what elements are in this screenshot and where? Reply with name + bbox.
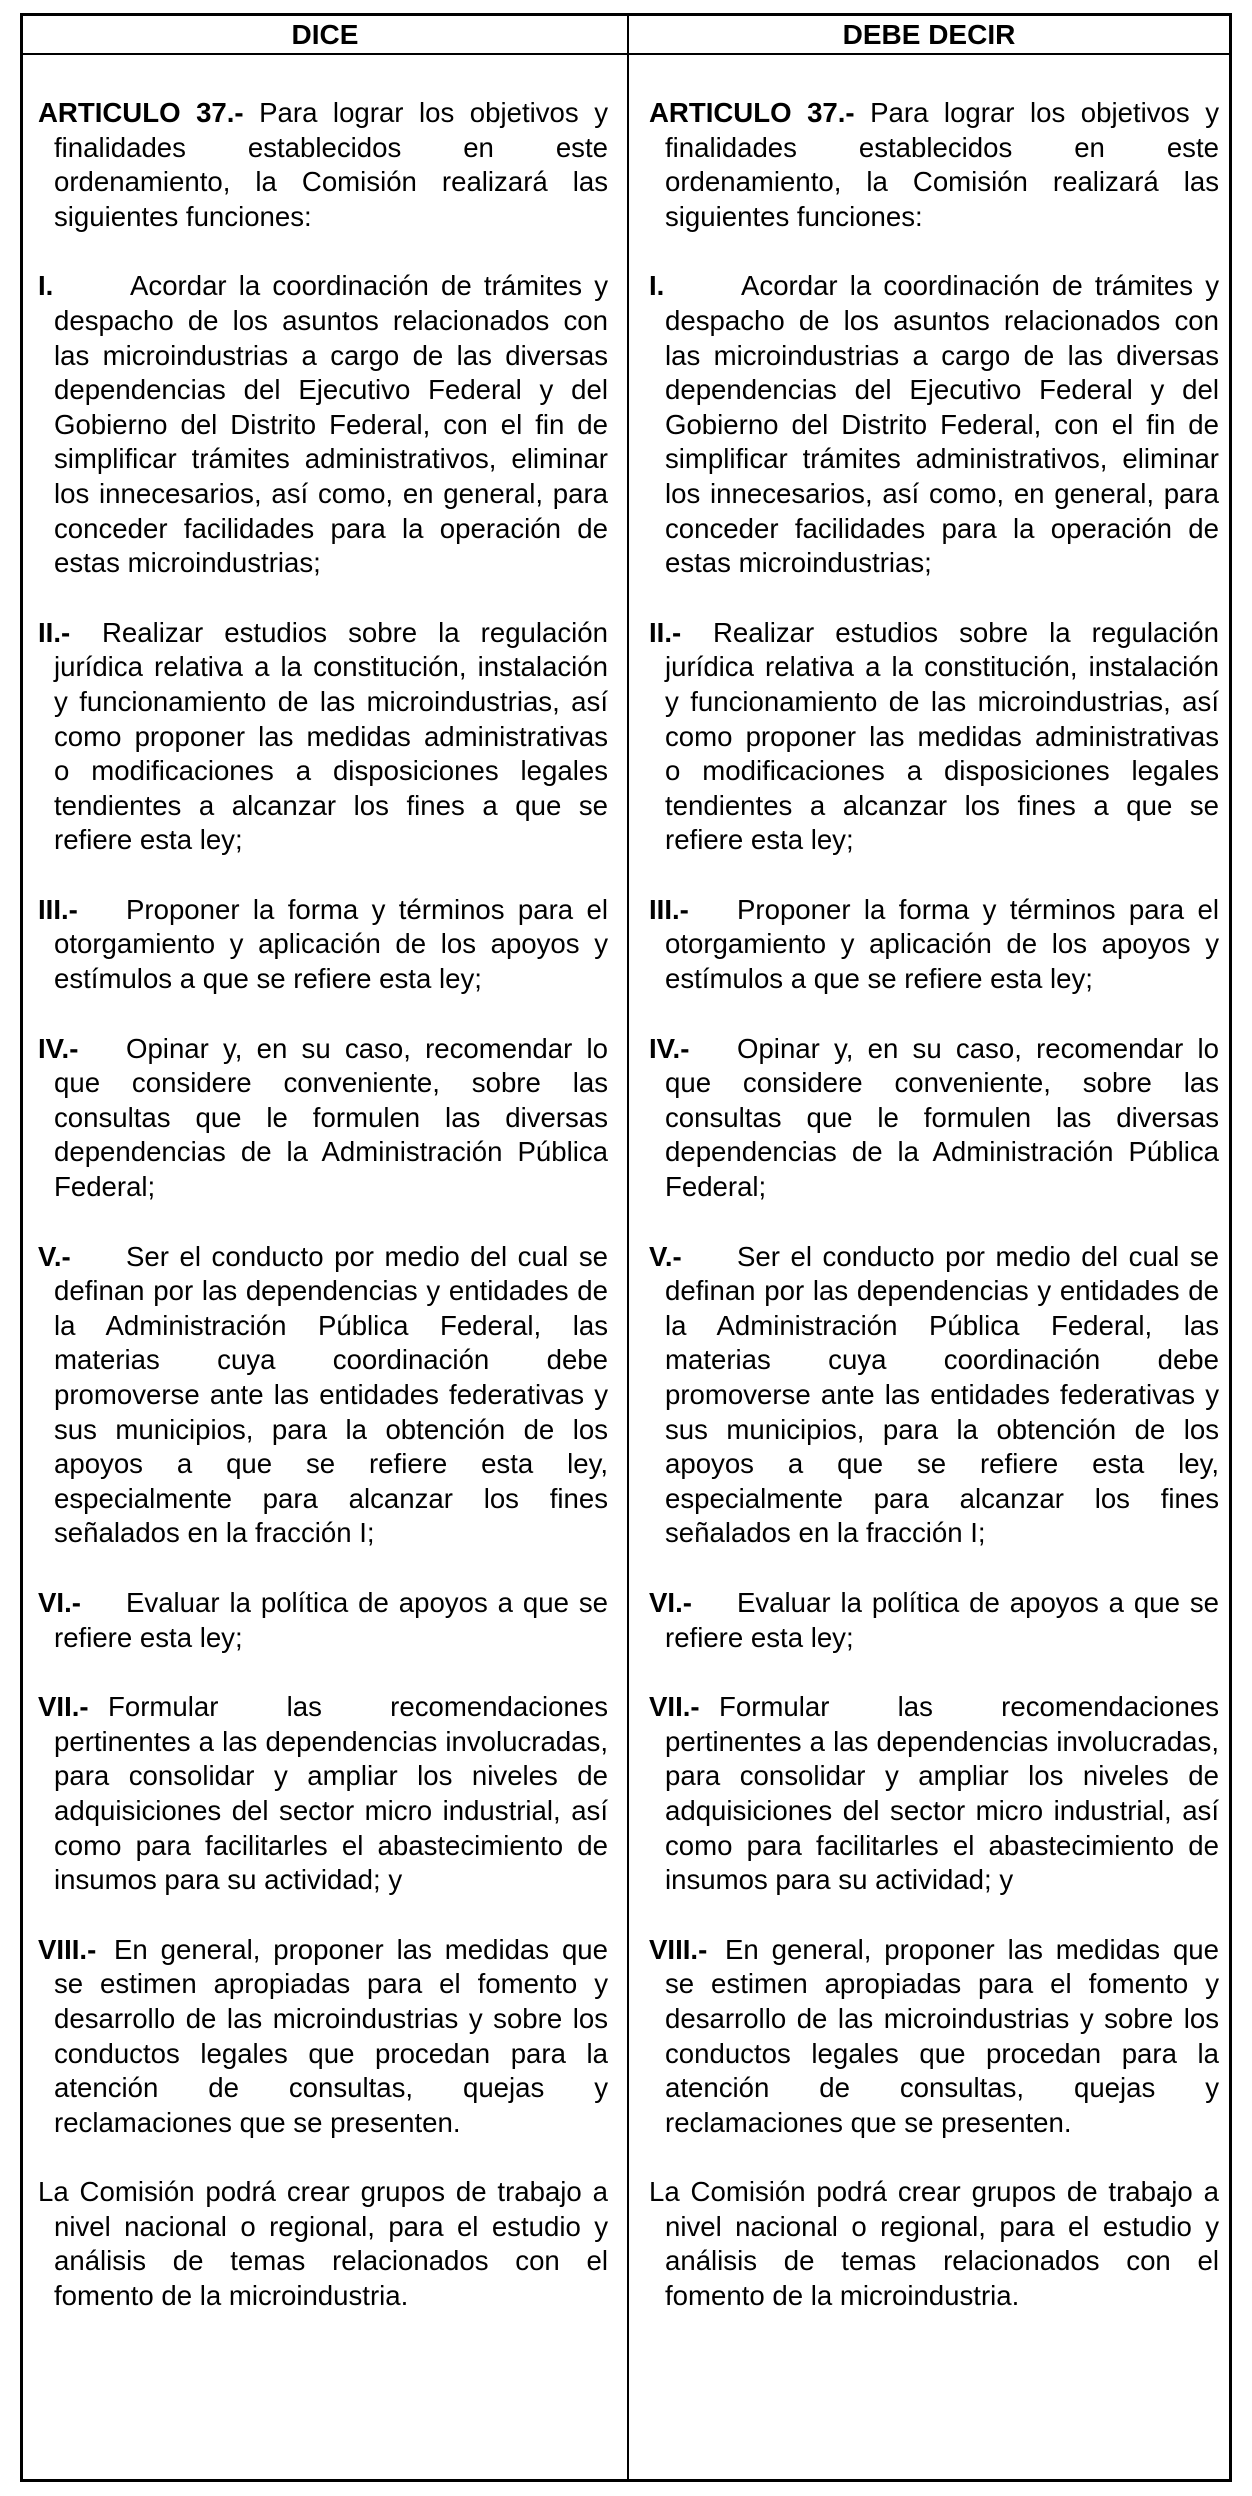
fraction-item [649,1032,1219,1205]
fraction-item [38,893,608,997]
article-label: ARTICULO 37.- [38,97,244,128]
fraction-number: II.- [38,616,71,648]
fraction-number: III.- [38,893,78,925]
fraction-item [649,1240,1219,1551]
column-dice [38,96,608,2314]
article-intro [38,96,608,234]
fraction-number: VII.- [38,1691,89,1723]
fraction-number: V.- [38,1240,71,1272]
fraction-text: En general, proponer las medidas que se estimen apropiadas para el fomento y desarrollo de las microindustrias y sobre los conductos legales que procedan para la atención de consultas, quejas y reclamaciones que se presenten. [54,1933,608,2138]
fraction-item [38,1032,608,1205]
fraction-text: Ser el conducto por medio del cual se definan por las dependencias y entidades de la Administración Pública Federal, las materias cuya coordinación debe promoverse ante las entidades federativas y sus municipios, para la obtención de los apoyos a que se refiere esta ley, especialmente para alcanzar los fines señalados en la fracción I; [54,1240,608,1549]
fraction-item [649,616,1219,858]
fraction-number: V.- [649,1240,682,1272]
fraction-item [38,616,608,858]
fraction-item [38,1240,608,1551]
fraction-number: I. [38,270,54,302]
fraction-number: VIII.- [38,1933,97,1965]
fraction-item [38,1586,608,1655]
fraction-text: Realizar estudios sobre la regulación jurídica relativa a la constitución, instalación y funcionamiento de las microindustrias, así como proponer las medidas administrativas o modificaciones a disposiciones legales tendientes a alcanzar los fines a que se refiere esta ley; [665,616,1219,856]
fraction-text: Formular las recomendaciones pertinentes a las dependencias involucradas, para consolidar y ampliar los niveles de adquisiciones del sector micro industrial, así como para facilitarles el abastecimiento de insumos para su actividad; y [665,1691,1219,1896]
fraction-number: VI.- [649,1586,692,1618]
fraction-text: En general, proponer las medidas que se estimen apropiadas para el fomento y desarrollo de las microindustrias y sobre los conductos legales que procedan para la atención de consultas, quejas y reclamaciones que se presenten. [665,1933,1219,2138]
fraction-item [649,1586,1219,1655]
fraction-item [38,1933,608,2141]
column-header-dice: DICE [291,19,359,50]
fraction-text: Proponer la forma y términos para el otorgamiento y aplicación de los apoyos y estímulos a que se refiere esta ley; [665,893,1219,995]
fraction-text: Formular las recomendaciones pertinentes a las dependencias involucradas, para consolidar y ampliar los niveles de adquisiciones del sector micro industrial, así como para facilitarles el abastecimiento de insumos para su actividad; y [54,1691,608,1896]
fraction-text: Realizar estudios sobre la regulación jurídica relativa a la constitución, instalación y funcionamiento de las microindustrias, así como proponer las medidas administrativas o modificaciones a disposiciones legales tendientes a alcanzar los fines a que se refiere esta ley; [54,616,608,856]
fraction-number: VI.- [38,1586,81,1618]
fraction-item [649,269,1219,580]
column-debe-decir [649,96,1219,2314]
fraction-text: Ser el conducto por medio del cual se definan por las dependencias y entidades de la Administración Pública Federal, las materias cuya coordinación debe promoverse ante las entidades federativas y sus municipios, para la obtención de los apoyos a que se refiere esta ley, especialmente para alcanzar los fines señalados en la fracción I; [665,1240,1219,1549]
fraction-text: Proponer la forma y términos para el otorgamiento y aplicación de los apoyos y estímulos a que se refiere esta ley; [54,893,608,995]
fraction-text: Opinar y, en su caso, recomendar lo que considere conveniente, sobre las consultas que le formulen las diversas dependencias de la Administración Pública Federal; [665,1032,1219,1203]
column-divider [627,16,629,2479]
column-header-debe-decir: DEBE DECIR [842,19,1016,50]
fraction-text: Evaluar la política de apoyos a que se refiere esta ley; [665,1586,1219,1653]
fraction-item [38,269,608,580]
fraction-text: Acordar la coordinación de trámites y despacho de los asuntos relacionados con las microindustrias a cargo de las diversas dependencias del Ejecutivo Federal y del Gobierno del Distrito Federal, con el fin de simplificar trámites administrativos, eliminar los innecesarios, así como, en general, para conceder facilidades para la operación de estas microindustrias; [54,270,608,579]
fraction-number: VII.- [649,1691,700,1723]
article-intro-text: Para lograr los objetivos y finalidades establecidos en este ordenamiento, la Comisión realizará las siguientes funciones: [665,97,1219,232]
fraction-text: Evaluar la política de apoyos a que se refiere esta ley; [54,1586,608,1653]
fraction-number: VIII.- [649,1933,708,1965]
header-divider [23,53,1229,55]
fraction-item [38,1690,608,1898]
closing-paragraph: La Comisión podrá crear grupos de trabajo a nivel nacional o regional, para el estudio y análisis de temas relacionados con el fomento de la microindustria. [38,2176,608,2312]
comparison-table [20,13,1232,2482]
fraction-number: I. [649,270,665,302]
article-intro-text: Para lograr los objetivos y finalidades establecidos en este ordenamiento, la Comisión realizará las siguientes funciones: [54,97,608,232]
fraction-number: IV.- [649,1032,690,1064]
fraction-number: II.- [649,616,682,648]
fraction-text: Opinar y, en su caso, recomendar lo que considere conveniente, sobre las consultas que le formulen las diversas dependencias de la Administración Pública Federal; [54,1032,608,1203]
fraction-number: IV.- [38,1032,79,1064]
fraction-item [649,893,1219,997]
fraction-item [649,1933,1219,2141]
fraction-number: III.- [649,893,689,925]
fraction-item [649,1690,1219,1898]
article-label: ARTICULO 37.- [649,97,855,128]
closing-paragraph: La Comisión podrá crear grupos de trabajo a nivel nacional o regional, para el estudio y análisis de temas relacionados con el fomento de la microindustria. [649,2176,1219,2312]
article-intro [649,96,1219,234]
fraction-text: Acordar la coordinación de trámites y despacho de los asuntos relacionados con las microindustrias a cargo de las diversas dependencias del Ejecutivo Federal y del Gobierno del Distrito Federal, con el fin de simplificar trámites administrativos, eliminar los innecesarios, así como, en general, para conceder facilidades para la operación de estas microindustrias; [665,270,1219,579]
